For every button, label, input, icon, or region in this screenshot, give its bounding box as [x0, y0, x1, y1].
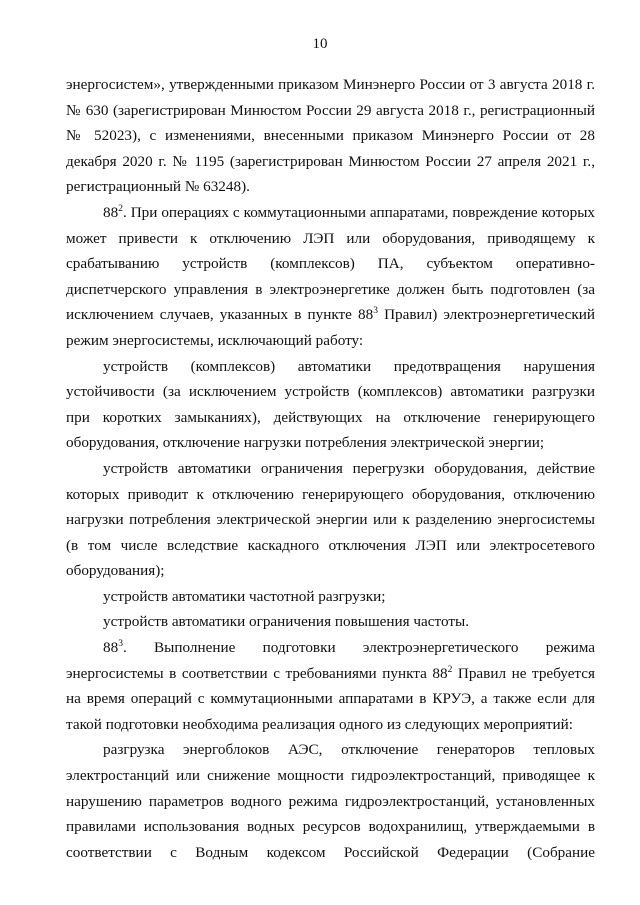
document-body: [66, 72, 595, 865]
paragraph-frequency-limit: устройств автоматики ограничения повышения частоты.: [103, 613, 470, 631]
clause-text: . Выполнение подготовки электроэнергетического режима энергосистемы в соответствии с требованиями пункта 88: [66, 639, 595, 682]
reference-superscript: 3: [373, 306, 378, 317]
paragraph-clause-88-2: [66, 200, 595, 354]
paragraph-clause-88-3: [66, 635, 595, 737]
clause-text-end: Правил не требуется на время операций с коммутационными аппаратами в КРУЭ, а также если для такой подготовки необходима реализация одного из следующих мероприятий:: [66, 664, 595, 733]
paragraph-stability-automation: устройств (комплексов) автоматики предотвращения нарушения устойчивости (за исключением устройств (комплексов) автоматики разгрузки при коротких замыканиях), действующих на отключение генерирующего оборудования, отключение нагрузки потребления электрической энергии;: [66, 357, 595, 452]
clause-superscript: 3: [118, 639, 123, 650]
paragraph-frequency-unloading: устройств автоматики частотной разгрузки;: [103, 587, 386, 605]
paragraph-ministry-order-reference: энергосистем», утвержденными приказом Минэнерго России от 3 августа 2018 г. № 630 (зарегистрирован Минюстом России 29 августа 2018 г., регистрационный № 52023), с изменениями, внесенными приказом Минэнерго России от 28 декабря 2020 г. № 1195 (зарегистрирован Минюстом России 27 апреля 2021 г., регистрационный № 63248).: [66, 76, 595, 196]
paragraph-npp-unloading: разгрузка энергоблоков АЭС, отключение генераторов тепловых электростанций или снижение мощности гидроэлектростанций, приводящее к нарушению параметров водного режима гидроэлектростанций, установленных правилами использования водных ресурсов водохранилищ, утверждаемыми в соответствии с Водным кодексом Российской Федерации (Собрание: [66, 741, 595, 861]
paragraph-overload-automation: устройств автоматики ограничения перегрузки оборудования, действие которых приводит к отключению генерирующего оборудования, отключению нагрузки потребления электрической энергии или к разделению энергосистемы (в том числе вследствие каскадного отключения ЛЭП или электросетевого оборудования);: [66, 459, 595, 580]
clause-number: 88: [103, 639, 119, 657]
clause-text: . При операциях с коммутационными аппаратами, повреждение которых может привести к отключению ЛЭП или оборудования, приводящему к срабатыванию устройств (комплексов) ПА, субъектом оперативно-диспетчерского управления в электроэнергетике должен быть подготовлен (за исключением случаев, указанных в пункте 88: [66, 203, 595, 324]
clause-text-end: Правил) электроэнергетический режим энергосистемы, исключающий работу:: [66, 306, 596, 349]
reference-superscript: 2: [447, 664, 453, 675]
clause-superscript: 2: [118, 203, 123, 214]
page-number: 10: [312, 36, 328, 52]
clause-number: 88: [103, 203, 119, 221]
